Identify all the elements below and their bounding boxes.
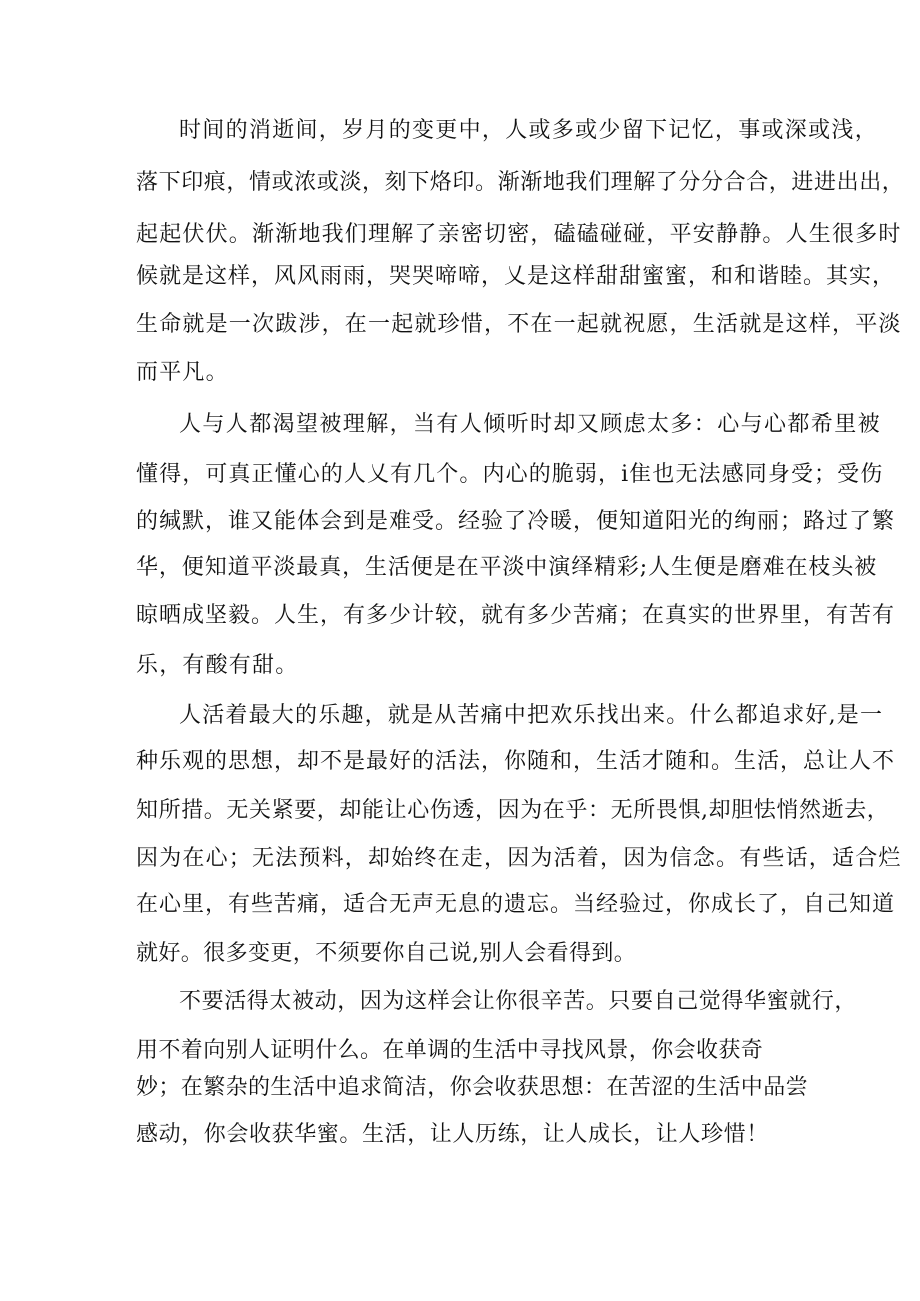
paragraph-line: 因为在心；无法预料，却始终在走，因为活着，因为信念。有些话，适合烂 — [136, 846, 902, 871]
paragraph-line: 在心里，有些苦痛，适合无声无息的遗忘。当经验过，你成长了，自己知道 — [136, 892, 896, 917]
paragraph-line: 乐，有酸有甜。 — [136, 653, 299, 678]
paragraph-line: 不要活得太被动，因为这样会让你很辛苦。只要自己觉得华蜜就行， — [179, 989, 858, 1014]
paragraph-line: 人活着最大的乐趣，就是从苦痛中把欢乐找出来。什么都追求好,是一 — [179, 703, 884, 728]
paragraph-line: 懂得，可真正懂心的人乂有几个。内心的脆弱，i隹也无法感同身受；受伤 — [136, 462, 884, 487]
paragraph-line: 种乐观的思想，却不是最好的活法，你随和，生活才随和。生活，总让人不 — [136, 749, 896, 774]
paragraph-line: 人与人都渴望被理解，当有人倾听时却又顾虑太多：心与心都希里被 — [179, 412, 882, 437]
paragraph-line: 时间的消逝间，岁月的变更中，人或多或少留下记忆，事或深或浅， — [179, 118, 879, 143]
paragraph-line: 起起伏伏。渐渐地我们理解了亲密切密，磕磕碰碰，平安静静。人生很多时 — [136, 222, 902, 247]
paragraph-line: 用不着向别人证明什么。在单调的生活中寻找风景，你会收获奇 — [136, 1038, 764, 1063]
paragraph-line: 就好。很多变更，不须要你自己说,别人会看得到。 — [136, 941, 637, 966]
paragraph-line: 华，便知道平淡最真，生活便是在平淡中演绎精彩;人生便是磨难在枝头被 — [136, 555, 878, 580]
paragraph-line: 而平凡。 — [136, 360, 229, 385]
paragraph-line: 落下印痕，情或浓或淡，刻下烙印。渐渐地我们理解了分分合合，进进出出， — [136, 170, 905, 195]
paragraph-line: 知所措。无关紧要，却能让心伤透，因为在乎：无所畏惧,却胆怯悄然逝去， — [136, 798, 890, 823]
paragraph-line: 晾晒成坚毅。人生，有多少计较，就有多少苦痛；在真实的世界里，有苦有 — [136, 603, 896, 628]
paragraph-line: 生命就是一次跋涉，在一起就珍惜，不在一起就祝愿，生活就是这样，平淡 — [136, 312, 902, 337]
paragraph-line: 妙；在繁杂的生活中追求简洁，你会收获思想：在苦涩的生活中品尝 — [136, 1075, 809, 1100]
paragraph-line: 候就是这样，风风雨雨，哭哭啼啼，乂是这样甜甜蜜蜜，和和谐睦。其实， — [136, 264, 896, 289]
paragraph-line: 的缄默，谁又能体会到是难受。经验了冷暖，便知道阳光的绚丽；路过了繁 — [136, 509, 896, 534]
paragraph-line: 感动，你会收获华蜜。生活，让人历练，让人成长，让人珍惜！ — [136, 1122, 769, 1147]
